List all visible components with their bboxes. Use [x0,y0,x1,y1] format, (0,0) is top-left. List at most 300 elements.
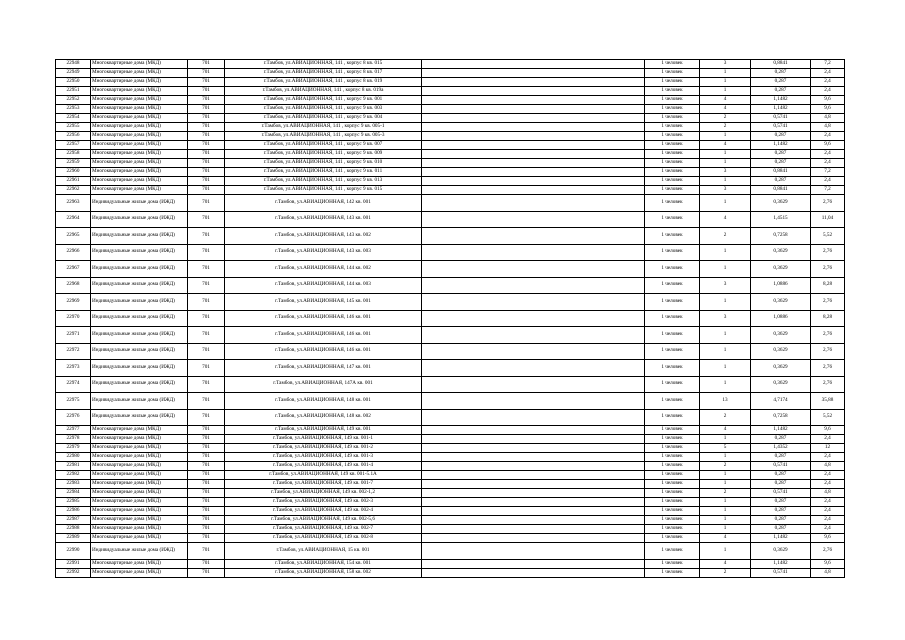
residents-cell: 1 [700,525,751,534]
empty-cell [422,96,645,105]
residents-cell: 1 [700,261,751,278]
empty-cell [422,516,645,525]
table-row [56,435,845,444]
residents-cell: 1 [700,327,751,344]
norm-cell: 4,8 [811,568,845,577]
volume-cell: 1,4352 [751,444,811,453]
address-cell: г.Тамбов, ул.АВИАЦИОННАЯ, 149 кв. 002-3 [225,498,422,507]
norm-cell: 9,6 [811,559,845,568]
code-cell: 701 [188,498,225,507]
unit-cell: 1 человек [645,141,700,150]
house-type-cell: Многоквартирные дома (МКД) [91,159,188,168]
volume-cell: 0,3629 [751,376,811,393]
norm-cell: 9,6 [811,105,845,114]
address-cell: г.Тамбов, ул.АВИАЦИОННАЯ, 149 кв. 002-1,2 [225,489,422,498]
unit-cell: 1 человек [645,480,700,489]
unit-cell: 1 человек [645,69,700,78]
residents-cell: 1 [700,435,751,444]
unit-cell: 1 человек [645,343,700,360]
house-type-cell: Многоквартирные дома (МКД) [91,444,188,453]
residents-cell: 1 [700,343,751,360]
norm-cell: 8,28 [811,277,845,294]
volume-cell: 0,3629 [751,360,811,377]
norm-cell: 2,4 [811,132,845,141]
volume-cell: 0,3629 [751,195,811,212]
house-type-cell: Многоквартирные дома (МКД) [91,498,188,507]
empty-cell [422,195,645,212]
unit-cell: 1 человек [645,444,700,453]
unit-cell: 1 человек [645,327,700,344]
address-cell: г.Тамбов, ул.АВИАЦИОННАЯ, 149 кв. 001-4 [225,462,422,471]
table-row [56,489,845,498]
row-id-cell: 22968 [56,277,91,294]
unit-cell: 1 человек [645,105,700,114]
volume-cell: 0,287 [751,453,811,462]
norm-cell: 2,4 [811,159,845,168]
residents-cell: 4 [700,105,751,114]
unit-cell: 1 человек [645,78,700,87]
code-cell: 701 [188,87,225,96]
unit-cell: 1 человек [645,159,700,168]
row-id-cell: 22992 [56,568,91,577]
house-type-cell: Многоквартирные дома (МКД) [91,87,188,96]
code-cell: 701 [188,186,225,195]
table-row [56,393,845,410]
row-id-cell: 22972 [56,343,91,360]
empty-cell [422,498,645,507]
volume-cell: 0,3629 [751,261,811,278]
row-id-cell: 22975 [56,393,91,410]
unit-cell: 1 человек [645,559,700,568]
residents-cell: 1 [700,360,751,377]
volume-cell: 1,1482 [751,141,811,150]
row-id-cell: 22952 [56,96,91,105]
residents-cell: 3 [700,186,751,195]
unit-cell: 1 человек [645,177,700,186]
code-cell: 701 [188,96,225,105]
norm-cell: 2,76 [811,327,845,344]
volume-cell: 0,3629 [751,244,811,261]
table-row [56,123,845,132]
volume-cell: 0,3629 [751,543,811,560]
empty-cell [422,277,645,294]
empty-cell [422,426,645,435]
volume-cell: 0,287 [751,132,811,141]
table-row [56,195,845,212]
table-row [56,559,845,568]
address-cell: г.Тамбов, ул.АВИАЦИОННАЯ, 144 кв. 003 [225,277,422,294]
empty-cell [422,489,645,498]
house-type-cell: Индивидуальные жилые дома (ИЖД) [91,543,188,560]
address-cell: г.Тамбов, ул.АВИАЦИОННАЯ, 149 кв. 001 [225,426,422,435]
address-cell: г.Тамбов, ул.АВИАЦИОННАЯ, 143 кв. 002 [225,228,422,245]
address-cell: г.Тамбов, ул.АВИАЦИОННАЯ, 149 кв. 001-5.1А [225,471,422,480]
code-cell: 701 [188,114,225,123]
address-cell: г.Тамбов, ул.АВИАЦИОННАЯ, 143 кв. 003 [225,244,422,261]
code-cell: 701 [188,471,225,480]
unit-cell: 1 человек [645,453,700,462]
row-id-cell: 22973 [56,360,91,377]
table-body [56,60,845,578]
table-row [56,498,845,507]
unit-cell: 1 человек [645,132,700,141]
residents-cell: 1 [700,516,751,525]
volume-cell: 0,5741 [751,568,811,577]
code-cell: 701 [188,360,225,377]
volume-cell: 0,287 [751,498,811,507]
address-cell: г.Тамбов, ул.АВИАЦИОННАЯ, 142 кв. 001 [225,195,422,212]
table-row [56,168,845,177]
volume-cell: 0,287 [751,150,811,159]
table-row [56,105,845,114]
empty-cell [422,376,645,393]
unit-cell: 1 человек [645,435,700,444]
address-cell: г.Тамбов, ул.АВИАЦИОННАЯ, 141 , корпус 9 кв. 001 [225,96,422,105]
empty-cell [422,141,645,150]
norm-cell: 9,6 [811,141,845,150]
residents-cell: 1 [700,244,751,261]
row-id-cell: 22990 [56,543,91,560]
volume-cell: 0,287 [751,177,811,186]
volume-cell: 1,1482 [751,105,811,114]
code-cell: 701 [188,393,225,410]
residents-cell: 2 [700,228,751,245]
residents-cell: 13 [700,393,751,410]
row-id-cell: 22963 [56,195,91,212]
row-id-cell: 22980 [56,453,91,462]
table-row [56,87,845,96]
house-type-cell: Многоквартирные дома (МКД) [91,435,188,444]
norm-cell: 7,2 [811,60,845,69]
house-type-cell: Многоквартирные дома (МКД) [91,150,188,159]
row-id-cell: 22971 [56,327,91,344]
volume-cell: 0,7258 [751,228,811,245]
unit-cell: 1 человек [645,507,700,516]
empty-cell [422,568,645,577]
norm-cell: 2,76 [811,244,845,261]
empty-cell [422,186,645,195]
volume-cell: 0,3629 [751,343,811,360]
norm-cell: 2,4 [811,87,845,96]
code-cell: 701 [188,480,225,489]
code-cell: 701 [188,507,225,516]
unit-cell: 1 человек [645,114,700,123]
table-row [56,228,845,245]
code-cell: 701 [188,60,225,69]
house-type-cell: Многоквартирные дома (МКД) [91,114,188,123]
code-cell: 701 [188,435,225,444]
volume-cell: 1,4515 [751,211,811,228]
address-cell: г.Тамбов, ул.АВИАЦИОННАЯ, 146 кв. 001 [225,327,422,344]
empty-cell [422,471,645,480]
volume-cell: 0,7258 [751,409,811,426]
residents-cell: 2 [700,409,751,426]
table-row [56,150,845,159]
code-cell: 701 [188,426,225,435]
residents-cell: 1 [700,498,751,507]
table-row [56,159,845,168]
residents-cell: 1 [700,69,751,78]
code-cell: 701 [188,150,225,159]
unit-cell: 1 человек [645,498,700,507]
volume-cell: 4,7174 [751,393,811,410]
norm-cell: 5,52 [811,409,845,426]
address-cell: г.Тамбов, ул.АВИАЦИОННАЯ, 149 кв. 001-2 [225,444,422,453]
row-id-cell: 22969 [56,294,91,311]
row-id-cell: 22989 [56,534,91,543]
address-cell: г.Тамбов, ул.АВИАЦИОННАЯ, 141 , корпус 8 кв. 017 [225,69,422,78]
empty-cell [422,343,645,360]
norm-cell: 4,8 [811,462,845,471]
house-type-cell: Индивидуальные жилые дома (ИЖД) [91,310,188,327]
norm-cell: 2,4 [811,453,845,462]
norm-cell: 2,4 [811,177,845,186]
address-cell: г.Тамбов, ул.АВИАЦИОННАЯ, 146 кв. 001 [225,343,422,360]
norm-cell: 2,76 [811,343,845,360]
volume-cell: 0,287 [751,471,811,480]
table-row [56,480,845,489]
house-type-cell: Индивидуальные жилые дома (ИЖД) [91,327,188,344]
empty-cell [422,60,645,69]
table-row [56,244,845,261]
norm-cell: 7,2 [811,168,845,177]
address-cell: г.Тамбов, ул.АВИАЦИОННАЯ, 141 , корпус 9 кв. 005-3 [225,132,422,141]
norm-cell: 2,4 [811,69,845,78]
residents-cell: 1 [700,453,751,462]
residents-cell: 1 [700,132,751,141]
residents-cell: 1 [700,87,751,96]
code-cell: 701 [188,525,225,534]
empty-cell [422,150,645,159]
volume-cell: 0,287 [751,507,811,516]
volume-cell: 0,8841 [751,60,811,69]
table-row [56,507,845,516]
table-row [56,186,845,195]
empty-cell [422,177,645,186]
table-row [56,177,845,186]
address-cell: г.Тамбов, ул.АВИАЦИОННАЯ, 146 кв. 001 [225,310,422,327]
residents-cell: 2 [700,462,751,471]
row-id-cell: 22959 [56,159,91,168]
house-type-cell: Индивидуальные жилые дома (ИЖД) [91,294,188,311]
address-cell: г.Тамбов, ул.АВИАЦИОННАЯ, 147А кв. 001 [225,376,422,393]
volume-cell: 0,8841 [751,186,811,195]
row-id-cell: 22986 [56,507,91,516]
code-cell: 701 [188,132,225,141]
empty-cell [422,393,645,410]
norm-cell: 12 [811,444,845,453]
unit-cell: 1 человек [645,211,700,228]
code-cell: 701 [188,310,225,327]
code-cell: 701 [188,462,225,471]
volume-cell: 0,287 [751,525,811,534]
table-row [56,327,845,344]
residents-cell: 2 [700,123,751,132]
empty-cell [422,159,645,168]
empty-cell [422,462,645,471]
code-cell: 701 [188,228,225,245]
residents-cell: 3 [700,60,751,69]
empty-cell [422,132,645,141]
code-cell: 701 [188,277,225,294]
house-type-cell: Многоквартирные дома (МКД) [91,568,188,577]
unit-cell: 1 человек [645,261,700,278]
address-cell: г.Тамбов, ул.АВИАЦИОННАЯ, 149 кв. 001-1 [225,435,422,444]
code-cell: 701 [188,244,225,261]
norm-cell: 2,4 [811,471,845,480]
unit-cell: 1 человек [645,168,700,177]
house-type-cell: Индивидуальные жилые дома (ИЖД) [91,261,188,278]
row-id-cell: 22961 [56,177,91,186]
code-cell: 701 [188,177,225,186]
residents-cell: 4 [700,534,751,543]
unit-cell: 1 человек [645,409,700,426]
address-cell: г.Тамбов, ул.АВИАЦИОННАЯ, 141 , корпус 9 кв. 007 [225,141,422,150]
empty-cell [422,244,645,261]
norm-cell: 9,6 [811,534,845,543]
volume-cell: 0,287 [751,78,811,87]
norm-cell: 2,76 [811,195,845,212]
address-cell: г.Тамбов, ул.АВИАЦИОННАЯ, 141 , корпус 8 кв. 019 [225,78,422,87]
empty-cell [422,105,645,114]
volume-cell: 0,287 [751,159,811,168]
table-row [56,409,845,426]
unit-cell: 1 человек [645,489,700,498]
address-cell: г.Тамбов, ул.АВИАЦИОННАЯ, 148 кв. 002 [225,409,422,426]
unit-cell: 1 человек [645,294,700,311]
row-id-cell: 22978 [56,435,91,444]
empty-cell [422,525,645,534]
row-id-cell: 22988 [56,525,91,534]
unit-cell: 1 человек [645,228,700,245]
code-cell: 701 [188,543,225,560]
address-cell: г.Тамбов, ул.АВИАЦИОННАЯ, 141 , корпус 9 кв. 010 [225,159,422,168]
residents-cell: 1 [700,543,751,560]
code-cell: 701 [188,294,225,311]
volume-cell: 0,5741 [751,114,811,123]
unit-cell: 1 человек [645,360,700,377]
row-id-cell: 22987 [56,516,91,525]
residents-cell: 2 [700,114,751,123]
address-cell: г.Тамбов, ул.АВИАЦИОННАЯ, 149 кв. 002-8 [225,534,422,543]
norm-cell: 2,4 [811,516,845,525]
empty-cell [422,480,645,489]
house-type-cell: Многоквартирные дома (МКД) [91,69,188,78]
residents-cell: 2 [700,568,751,577]
empty-cell [422,453,645,462]
address-cell: г.Тамбов, ул.АВИАЦИОННАЯ, 144 кв. 002 [225,261,422,278]
house-type-cell: Индивидуальные жилые дома (ИЖД) [91,360,188,377]
address-cell: г.Тамбов, ул.АВИАЦИОННАЯ, 141 , корпус 9 кв. 003 [225,105,422,114]
code-cell: 701 [188,159,225,168]
unit-cell: 1 человек [645,543,700,560]
row-id-cell: 22967 [56,261,91,278]
unit-cell: 1 человек [645,244,700,261]
address-cell: г.Тамбов, ул.АВИАЦИОННАЯ, 141 , корпус 9 кв. 011 [225,168,422,177]
house-type-cell: Многоквартирные дома (МКД) [91,516,188,525]
house-type-cell: Многоквартирные дома (МКД) [91,525,188,534]
row-id-cell: 22965 [56,228,91,245]
residents-cell: 1 [700,294,751,311]
unit-cell: 1 человек [645,471,700,480]
house-type-cell: Многоквартирные дома (МКД) [91,453,188,462]
unit-cell: 1 человек [645,568,700,577]
row-id-cell: 22956 [56,132,91,141]
norm-cell: 9,6 [811,96,845,105]
table-row [56,132,845,141]
unit-cell: 1 человек [645,87,700,96]
volume-cell: 0,3629 [751,327,811,344]
code-cell: 701 [188,453,225,462]
house-type-cell: Индивидуальные жилые дома (ИЖД) [91,393,188,410]
row-id-cell: 22950 [56,78,91,87]
house-type-cell: Индивидуальные жилые дома (ИЖД) [91,244,188,261]
unit-cell: 1 человек [645,123,700,132]
code-cell: 701 [188,168,225,177]
row-id-cell: 22984 [56,489,91,498]
norm-cell: 5,52 [811,228,845,245]
table-row [56,78,845,87]
row-id-cell: 22964 [56,211,91,228]
volume-cell: 0,287 [751,435,811,444]
house-type-cell: Многоквартирные дома (МКД) [91,534,188,543]
code-cell: 701 [188,534,225,543]
code-cell: 701 [188,195,225,212]
volume-cell: 0,287 [751,69,811,78]
code-cell: 701 [188,261,225,278]
norm-cell: 2,4 [811,435,845,444]
house-type-cell: Индивидуальные жилые дома (ИЖД) [91,228,188,245]
empty-cell [422,69,645,78]
norm-cell: 2,4 [811,498,845,507]
house-type-cell: Многоквартирные дома (МКД) [91,480,188,489]
table-row [56,294,845,311]
norm-cell: 2,4 [811,78,845,87]
house-type-cell: Многоквартирные дома (МКД) [91,141,188,150]
norm-cell: 8,28 [811,310,845,327]
norm-cell: 35,88 [811,393,845,410]
address-cell: г.Тамбов, ул.АВИАЦИОННАЯ, 15 кв. 001 [225,543,422,560]
residents-cell: 3 [700,310,751,327]
unit-cell: 1 человек [645,277,700,294]
residents-cell: 3 [700,277,751,294]
address-cell: г.Тамбов, ул.АВИАЦИОННАЯ, 149 кв. 001-3 [225,453,422,462]
table-row [56,471,845,480]
row-id-cell: 22960 [56,168,91,177]
code-cell: 701 [188,327,225,344]
table-row [56,444,845,453]
house-type-cell: Многоквартирные дома (МКД) [91,489,188,498]
residents-cell: 1 [700,471,751,480]
address-cell: г.Тамбов, ул.АВИАЦИОННАЯ, 143 кв. 001 [225,211,422,228]
house-type-cell: Многоквартирные дома (МКД) [91,426,188,435]
empty-cell [422,228,645,245]
unit-cell: 1 человек [645,525,700,534]
house-type-cell: Индивидуальные жилые дома (ИЖД) [91,195,188,212]
norm-cell: 2,76 [811,360,845,377]
code-cell: 701 [188,444,225,453]
house-type-cell: Многоквартирные дома (МКД) [91,186,188,195]
unit-cell: 1 человек [645,393,700,410]
table-row [56,261,845,278]
unit-cell: 1 человек [645,310,700,327]
unit-cell: 1 человек [645,462,700,471]
row-id-cell: 22962 [56,186,91,195]
code-cell: 701 [188,568,225,577]
norm-cell: 2,4 [811,480,845,489]
table-row [56,543,845,560]
unit-cell: 1 человек [645,186,700,195]
